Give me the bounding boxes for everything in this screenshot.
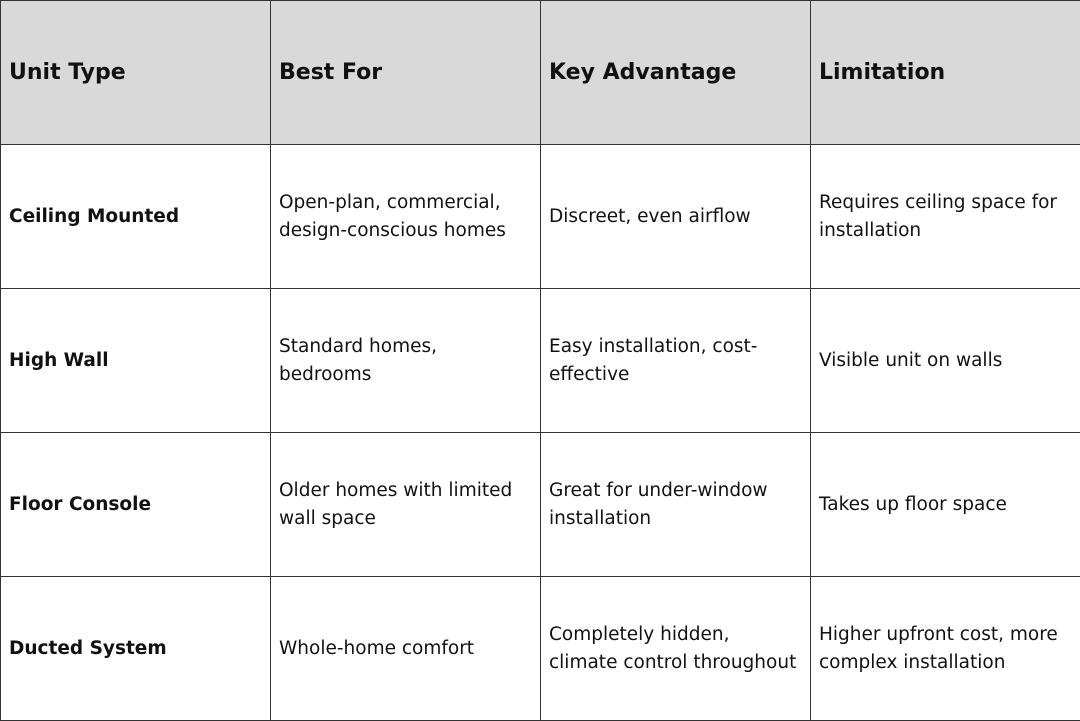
table-body bbox=[1, 145, 1080, 721]
cell-best-for: Standard homes, bedrooms bbox=[271, 289, 541, 433]
header-best-for: Best For bbox=[271, 1, 541, 145]
cell-unit-type: Ducted System bbox=[1, 577, 271, 721]
cell-key-advantage: Discreet, even airflow bbox=[541, 145, 811, 289]
cell-unit-type: High Wall bbox=[1, 289, 271, 433]
table-row bbox=[1, 433, 1080, 577]
table-row bbox=[1, 289, 1080, 433]
table-row bbox=[1, 145, 1080, 289]
header-key-advantage: Key Advantage bbox=[541, 1, 811, 145]
cell-unit-type: Ceiling Mounted bbox=[1, 145, 271, 289]
table-row bbox=[1, 577, 1080, 721]
table-header bbox=[1, 1, 1080, 145]
cell-key-advantage: Completely hidden, climate control throughout bbox=[541, 577, 811, 721]
cell-key-advantage: Great for under-window installation bbox=[541, 433, 811, 577]
cell-key-advantage: Easy installation, cost-effective bbox=[541, 289, 811, 433]
header-unit-type: Unit Type bbox=[1, 1, 271, 145]
header-limitation: Limitation bbox=[811, 1, 1080, 145]
cell-limitation: Visible unit on walls bbox=[811, 289, 1080, 433]
cell-best-for: Older homes with limited wall space bbox=[271, 433, 541, 577]
cell-limitation: Takes up floor space bbox=[811, 433, 1080, 577]
cell-best-for: Open-plan, commercial, design-conscious homes bbox=[271, 145, 541, 289]
cell-unit-type: Floor Console bbox=[1, 433, 271, 577]
cell-best-for: Whole-home comfort bbox=[271, 577, 541, 721]
cell-limitation: Higher upfront cost, more complex installation bbox=[811, 577, 1080, 721]
cell-limitation: Requires ceiling space for installation bbox=[811, 145, 1080, 289]
header-row bbox=[1, 1, 1080, 145]
